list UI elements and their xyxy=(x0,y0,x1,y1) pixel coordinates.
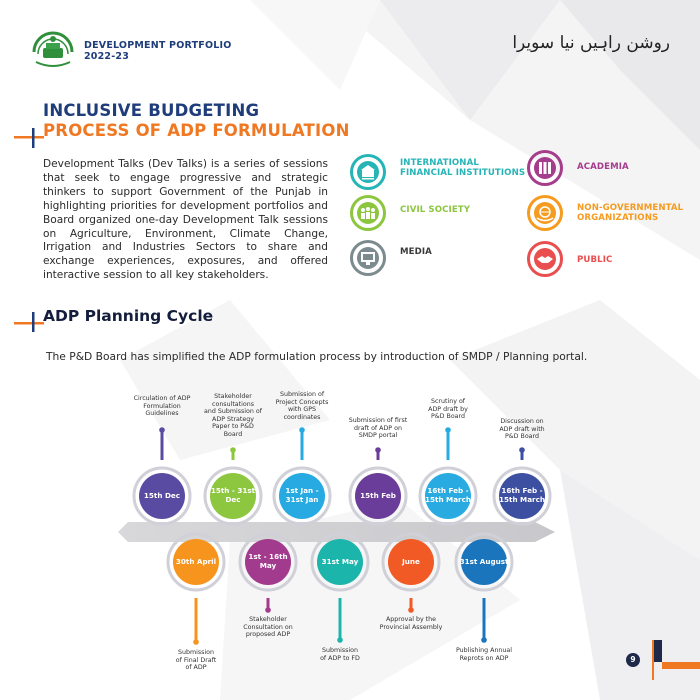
stakeholder-ifi-line1: INTERNATIONAL xyxy=(400,158,479,168)
date-bottom-4: 31st August xyxy=(459,557,509,566)
step-top-2-line: Submission of xyxy=(279,391,325,398)
step-bottom-2-text xyxy=(300,647,380,662)
step-bottom-4-text xyxy=(439,647,529,662)
header-title-line2: 2022-23 xyxy=(84,51,130,62)
step-top-3-line: Submission of first xyxy=(348,417,408,424)
step-bottom-2-line: of ADP to FD xyxy=(320,654,360,662)
step-top-3-line: SMDP portal xyxy=(358,432,398,440)
timeline-band xyxy=(118,522,555,542)
step-bottom-4-line: Reprots on ADP xyxy=(459,654,509,662)
step-top-1-line: Paper to P&D xyxy=(212,423,254,431)
step-top-3-line: draft of ADP on xyxy=(354,424,402,432)
step-bottom-0-line: of ADP xyxy=(185,664,207,672)
timeline-node-top-2 xyxy=(274,427,330,524)
step-top-5-text xyxy=(482,418,562,441)
date-bottom-1: 1st - 16th May xyxy=(248,552,288,570)
date-top-2: 1st Jan - 31st Jan xyxy=(285,486,319,504)
stakeholder-ngo-line1: NON-GOVERNMENTAL xyxy=(577,203,684,213)
intro-paragraph: Development Talks (Dev Talks) is a series of sessions that seek to engage progressive and strategic thinkers to support Government of the Punjab in highlighting priorities for development portfolios and Board organized one-day Development Talk sessions on Agriculture, Environment, Climate Change, Irrigation and Industries Sectors to share and exchange experiences, exposures, and offered interactive session to all key stakeholders. xyxy=(43,158,328,282)
step-top-3-text xyxy=(338,417,418,440)
timeline-node-bottom-1 xyxy=(240,534,296,613)
step-top-2-line: Project Concepts xyxy=(275,398,329,406)
date-top-4: 16th Feb - 15th March xyxy=(425,486,471,504)
step-top-5-line: ADP draft with xyxy=(499,425,545,433)
timeline-node-top-3 xyxy=(350,447,406,524)
step-bottom-1-line: proposed ADP xyxy=(245,631,291,639)
step-bottom-3-line: Approval by the xyxy=(386,616,436,623)
step-top-4-text xyxy=(408,398,488,421)
section-title-line2: PROCESS OF ADP FORMULATION xyxy=(43,121,350,140)
step-top-2-text xyxy=(262,391,342,421)
cycle-description: The P&D Board has simplified the ADP formulation process by introduction of SMDP / Planning portal. xyxy=(46,350,588,363)
step-bottom-0-line: Submission xyxy=(177,649,215,656)
stakeholder-civil-society: CIVIL SOCIETY xyxy=(400,205,471,215)
timeline-node-top-0 xyxy=(134,427,190,524)
step-bottom-3-line: Provincial Assembly xyxy=(379,623,443,631)
section-title-line1: INCLUSIVE BUDGETING xyxy=(43,101,260,120)
step-top-1-line: and Submission of xyxy=(204,408,262,416)
step-top-1-line: Stakeholder xyxy=(214,393,252,400)
step-top-5-line: Discussion on xyxy=(500,418,544,425)
date-top-0: 15th Dec xyxy=(143,491,181,500)
step-bottom-0-line: of Final Draft xyxy=(175,656,217,664)
date-bottom-2: 31st May xyxy=(321,557,359,566)
timeline-node-top-4 xyxy=(420,427,476,524)
step-bottom-1-line: Consultation on xyxy=(243,623,293,631)
stakeholder-ngo-line2: ORGANIZATIONS xyxy=(577,213,659,223)
step-bottom-1-line: Stakeholder xyxy=(249,616,287,623)
step-bottom-2-line: Submission xyxy=(321,647,359,654)
stakeholder-ifi-line2: FINANCIAL INSTITUTIONS xyxy=(400,168,526,178)
step-top-4-line: Scrutiny of xyxy=(430,398,466,405)
cycle-title: ADP Planning Cycle xyxy=(43,307,214,325)
step-top-2-line: coordinates xyxy=(283,413,321,421)
stakeholder-academia: ACADEMIA xyxy=(577,162,629,172)
timeline-node-bottom-4 xyxy=(456,534,512,643)
timeline-node-bottom-0 xyxy=(168,534,224,645)
urdu-tagline: روشن راہیں نیا سویرا xyxy=(512,33,670,53)
step-top-1-line: consultations xyxy=(212,400,254,408)
step-top-5-line: P&D Board xyxy=(504,433,540,441)
step-top-0-line: Formulation xyxy=(143,402,181,410)
date-bottom-0: 30th April xyxy=(175,557,217,566)
date-top-5: 16th Feb - 15th March xyxy=(499,486,545,504)
step-top-1-text xyxy=(193,393,273,439)
step-top-1-line: Board xyxy=(223,430,243,438)
timeline-node-bottom-3 xyxy=(383,534,439,613)
step-top-0-line: Guidelines xyxy=(145,410,179,418)
step-top-2-line: with GPS xyxy=(287,406,317,414)
date-bottom-3: June xyxy=(402,557,420,566)
date-top-3: 15th Feb xyxy=(360,491,396,500)
step-top-1-line: ADP Strategy xyxy=(212,415,254,423)
step-top-4-line: P&D Board xyxy=(430,413,466,421)
stakeholder-media: MEDIA xyxy=(400,247,432,257)
step-bottom-0-text xyxy=(156,649,236,672)
step-bottom-3-text xyxy=(366,616,456,631)
stakeholder-public: PUBLIC xyxy=(577,255,613,265)
step-top-0-line: Circulation of ADP xyxy=(133,395,191,402)
step-bottom-4-line: Publishing Annual xyxy=(455,647,513,654)
date-top-1: 15th - 31st Dec xyxy=(210,486,256,504)
page-number: 9 xyxy=(626,653,640,667)
step-top-0-text xyxy=(122,395,202,418)
header-title-line1: DEVELOPMENT PORTFOLIO xyxy=(84,40,232,51)
step-bottom-1-text xyxy=(228,616,308,639)
step-top-4-line: ADP draft by xyxy=(428,405,468,413)
timeline-node-bottom-2 xyxy=(312,534,368,643)
